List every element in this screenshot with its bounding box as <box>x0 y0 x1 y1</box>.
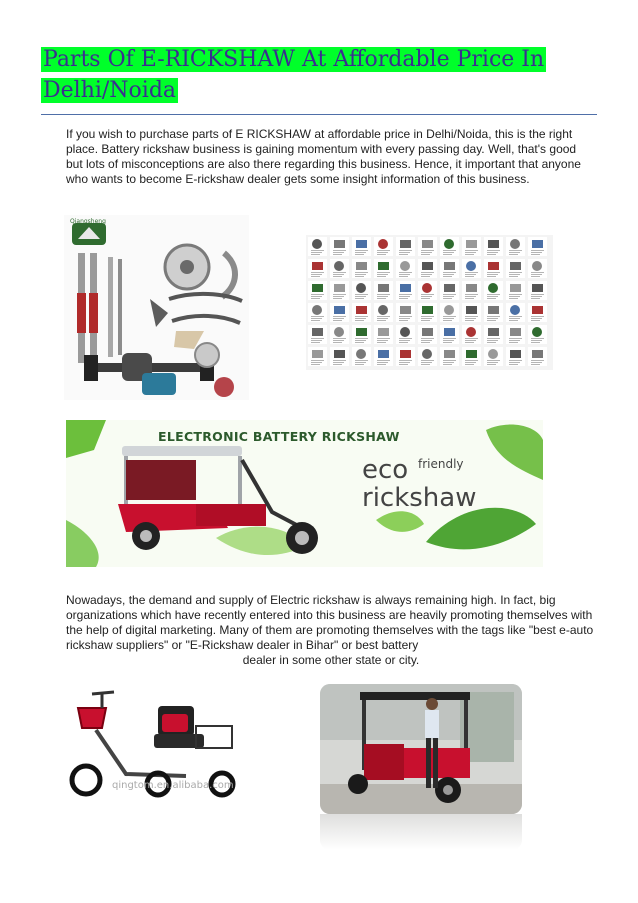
catalog-thumbnail <box>506 347 525 366</box>
catalog-thumbnail <box>374 281 393 300</box>
catalog-thumbnail <box>462 281 481 300</box>
catalog-thumbnail <box>506 237 525 256</box>
catalog-thumbnail <box>484 237 503 256</box>
catalog-thumbnail <box>352 281 371 300</box>
catalog-thumbnail <box>484 259 503 278</box>
wheel-hub <box>165 245 209 289</box>
logo-friendly: friendly <box>418 457 464 471</box>
page-title <box>41 44 597 106</box>
catalog-thumbnail <box>330 259 349 278</box>
catalog-thumbnail <box>352 259 371 278</box>
catalog-thumbnail <box>396 325 415 344</box>
catalog-thumbnail <box>440 325 459 344</box>
second-paragraph-last-line: dealer in some other state or city. <box>242 653 420 667</box>
catalog-thumbnail <box>484 347 503 366</box>
catalog-thumbnail <box>330 281 349 300</box>
catalog-thumbnail <box>484 325 503 344</box>
catalog-thumbnail <box>462 325 481 344</box>
catalog-thumbnail <box>528 303 547 322</box>
catalog-thumbnail <box>396 347 415 366</box>
logo-eco: eco <box>362 455 409 485</box>
catalog-thumbnail <box>352 347 371 366</box>
catalog-thumbnail <box>462 303 481 322</box>
shock-absorbers <box>77 253 122 363</box>
catalog-thumbnail <box>418 303 437 322</box>
catalog-thumbnail <box>418 237 437 256</box>
catalog-thumbnail <box>418 259 437 278</box>
catalog-thumbnail <box>418 281 437 300</box>
catalog-thumbnail <box>440 281 459 300</box>
catalog-thumbnail <box>308 281 327 300</box>
catalog-thumbnail <box>396 281 415 300</box>
page-title-line-2: Delhi/Noida <box>43 78 177 103</box>
catalog-thumbnail <box>352 237 371 256</box>
logo-rickshaw: rickshaw <box>362 483 477 513</box>
catalog-thumbnail <box>484 303 503 322</box>
catalog-thumbnail <box>528 237 547 256</box>
catalog-thumbnail <box>506 303 525 322</box>
eco-friendly-logo <box>362 454 512 514</box>
alibaba-watermark: qingtom.en.alibaba.com <box>112 780 234 791</box>
intro-paragraph: If you wish to purchase parts of E RICKSHAW at affordable price in Delhi/Noida, this is the right place. Battery rickshaw business is gaining momentum with every passing day. Well, that's good but lots of misconceptions are also there regarding this business. Hence, it important that anyone who wants to become E-rickshaw dealer gets some insight information of this business. <box>66 127 581 186</box>
catalog-thumbnail <box>440 347 459 366</box>
catalog-thumbnail <box>308 325 327 344</box>
catalog-thumbnail <box>528 347 547 366</box>
catalog-thumbnail <box>506 325 525 344</box>
brand-logo-text: Qiangsheng <box>70 218 106 225</box>
catalog-thumbnail <box>440 303 459 322</box>
catalog-thumbnail <box>418 325 437 344</box>
catalog-thumbnail <box>506 281 525 300</box>
catalog-thumbnail <box>396 237 415 256</box>
rickshaw-parts-photo <box>64 215 249 400</box>
catalog-thumbnail <box>308 347 327 366</box>
catalog-thumbnail <box>528 259 547 278</box>
catalog-thumbnail <box>462 347 481 366</box>
second-paragraph-body: Nowadays, the demand and supply of Electric rickshaw is always remaining high. In fact, big organizations which have recently entered into this business are heavily promoting themselves with the help of digital marketing. Many of them are promoting themselves with the tags like "best e-auto rickshaw suppliers" or "E-Rickshaw dealer in Bihar" or best battery <box>66 593 594 652</box>
catalog-thumbnail <box>374 259 393 278</box>
catalog-thumbnail <box>440 259 459 278</box>
catalog-thumbnail <box>374 303 393 322</box>
catalog-thumbnail <box>330 303 349 322</box>
title-divider <box>41 114 597 115</box>
catalog-thumbnail <box>484 281 503 300</box>
catalog-thumbnail <box>506 259 525 278</box>
catalog-thumbnail <box>308 259 327 278</box>
electric-tricycle-photo <box>66 684 246 801</box>
catalog-thumbnail <box>396 259 415 278</box>
photo-reflection <box>320 814 522 850</box>
catalog-thumbnail <box>528 281 547 300</box>
catalog-thumbnail <box>352 303 371 322</box>
catalog-thumbnail <box>462 237 481 256</box>
catalog-thumbnail <box>374 325 393 344</box>
second-paragraph <box>66 593 596 668</box>
catalog-thumbnail <box>396 303 415 322</box>
catalog-thumbnail <box>330 325 349 344</box>
e-rickshaw-photo <box>320 684 522 814</box>
catalog-thumbnail <box>330 237 349 256</box>
brand-logo <box>72 223 106 245</box>
brake-shoe <box>222 253 235 297</box>
catalog-thumbnail <box>352 325 371 344</box>
catalog-thumbnail <box>462 259 481 278</box>
catalog-thumbnail <box>418 347 437 366</box>
catalog-thumbnail <box>330 347 349 366</box>
page-title-line-1: Parts Of E-RICKSHAW At Affordable Price In <box>43 47 545 72</box>
catalog-thumbnail <box>440 237 459 256</box>
catalog-thumbnail <box>374 347 393 366</box>
catalog-thumbnail <box>528 325 547 344</box>
catalog-thumbnail <box>374 237 393 256</box>
electronic-battery-rickshaw-banner <box>66 420 543 567</box>
front-basket <box>78 708 106 728</box>
parts-catalog-grid <box>306 235 553 370</box>
leaf-spring <box>169 294 242 301</box>
banner-heading: ELECTRONIC BATTERY RICKSHAW <box>158 429 400 444</box>
catalog-thumbnail <box>308 303 327 322</box>
catalog-thumbnail <box>308 237 327 256</box>
